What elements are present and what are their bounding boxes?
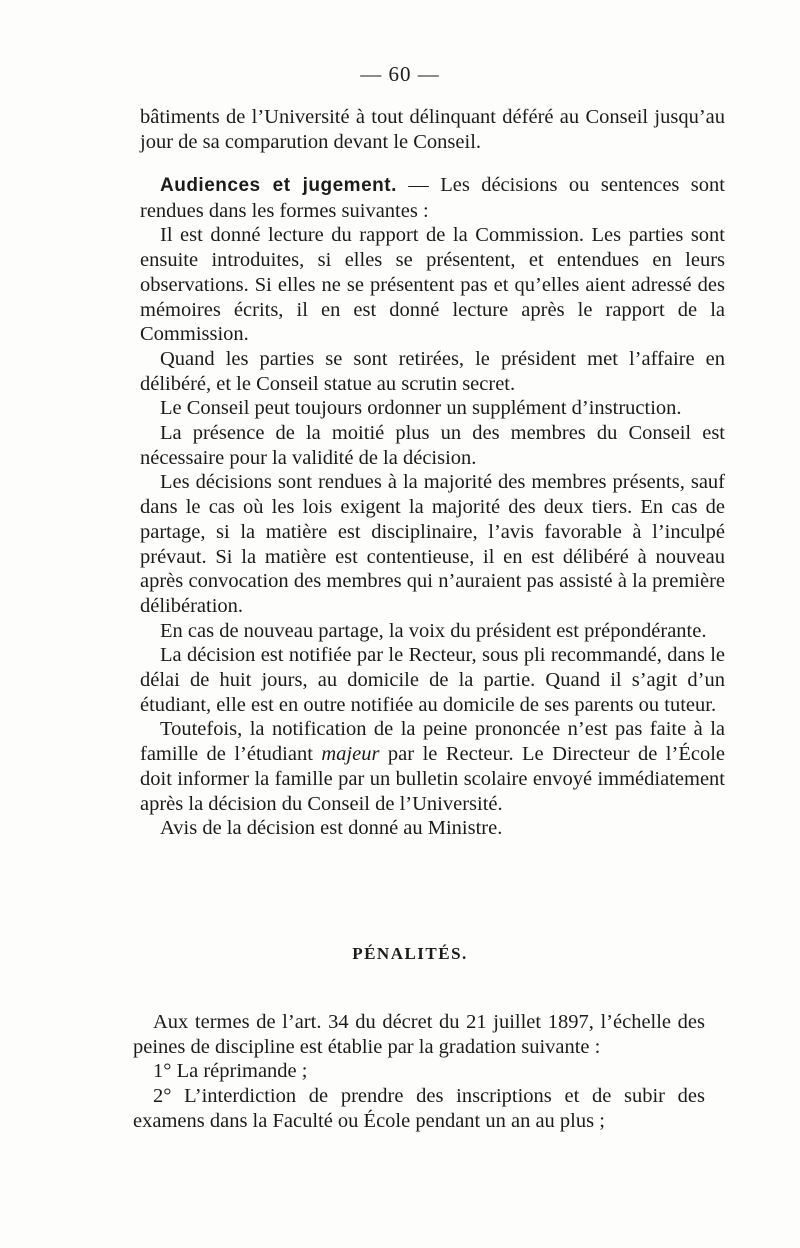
paragraph: Le Conseil peut toujours ordonner un supplément d’instruction. <box>160 397 682 420</box>
emphasis-majeur: majeur <box>321 743 380 766</box>
intro-paragraph: bâtiments de l’Université à tout délinquant déféré au Conseil jusqu’au jour de sa comparution devant le Conseil. <box>140 106 725 153</box>
audiences-lead-paragraph <box>140 173 725 223</box>
paragraph: En cas de nouveau partage, la voix du président est prépondérante. <box>160 619 707 642</box>
penalites-section <box>133 1010 705 1134</box>
list-item: 2° L’interdiction de prendre des inscriptions et de subir des examens dans la Faculté ou École pendant un an au plus ; <box>133 1085 705 1132</box>
intro-section <box>140 105 725 154</box>
section-title-penalites: PÉNALITÉS. <box>352 944 468 963</box>
text-run: par le Recteur. Le Directeur de l’École doit informer la famille par un bulletin scolaire envoyé immédiatement après la décision du Conseil de l’Université. <box>140 743 725 815</box>
paragraph: La présence de la moitié plus un des membres du Conseil est nécessaire pour la validité de la décision. <box>140 422 725 469</box>
paragraph: La décision est notifiée par le Recteur, sous pli recommandé, dans le délai de huit jours, au domicile de la partie. Quand il s’agit d’un étudiant, elle est en outre notifiée au domicile de ses parents ou tuteur. <box>140 644 725 716</box>
paragraph: Quand les parties se sont retirées, le président met l’affaire en délibéré, et le Conseil statue au scrutin secret. <box>140 347 725 395</box>
paragraph-final: Avis de la décision est donné au Ministre. <box>160 817 503 840</box>
text-run: Toutefois, la notification de la peine prononcée n’est pas faite à la famille de l’étudiant <box>140 718 725 766</box>
paragraph: Il est donné lecture du rapport de la Commission. Les parties sont ensuite introduites, si elles se présentent, et entendues en leurs observations. Si elles ne se présentent pas et qu’elles aient adressé des mémoires écrits, il en est donné lecture après le rapport de la Commission. <box>140 224 725 346</box>
audiences-section <box>140 173 725 841</box>
audiences-lead: — Les décisions ou sentences sont rendues dans les formes suivantes : <box>140 174 725 222</box>
list-item: 1° La réprimande ; <box>153 1060 308 1083</box>
section-heading-audiences: Audiences et jugement. <box>160 175 397 196</box>
page-number: — 60 — <box>360 62 440 86</box>
paragraph: Les décisions sont rendues à la majorité des membres présents, sauf dans le cas où les lois exigent la majorité des deux tiers. En cas de partage, si la matière est disciplinaire, l’avis favorable à l’inculpé prévaut. Si la matière est contentieuse, il en est délibéré à nouveau après convocation des membres qui n’auraient pas assisté à la première délibération. <box>140 471 725 617</box>
paragraph-notification <box>140 717 725 816</box>
paragraph: Aux termes de l’art. 34 du décret du 21 juillet 1897, l’échelle des peines de discipline est établie par la gradation suivante : <box>133 1011 705 1058</box>
